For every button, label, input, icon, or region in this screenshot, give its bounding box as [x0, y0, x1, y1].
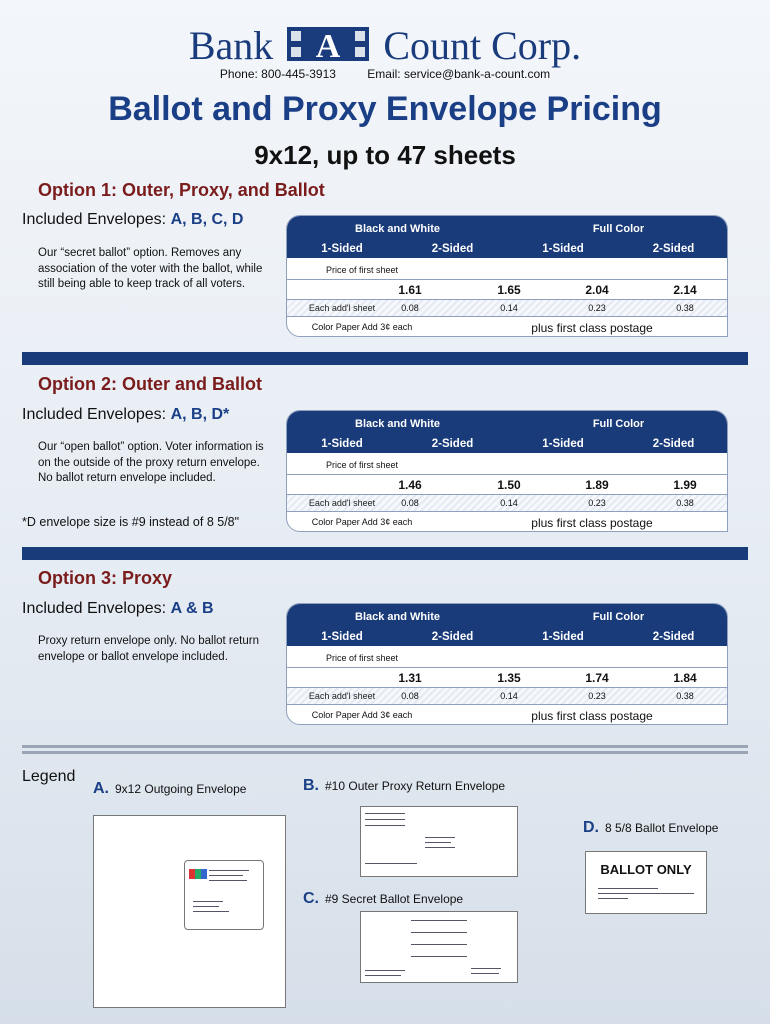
- phone-text: Phone: 800-445-3913: [219, 67, 336, 81]
- first-sheet-row: [287, 475, 727, 494]
- each-label: Each add'l sheet: [308, 691, 376, 701]
- logo-mark-icon: [287, 25, 369, 63]
- section-divider: [22, 547, 748, 560]
- color-paper-label: Color Paper Add 3¢ each: [311, 517, 413, 527]
- bw-one-sided: 1-Sided: [321, 438, 363, 450]
- first-color-1: 2.04: [585, 283, 609, 297]
- brand-left: Bank: [188, 23, 274, 68]
- each-color-1: 0.23: [588, 691, 606, 701]
- each-bw-2: 0.14: [500, 498, 518, 508]
- bw-header: Black and White: [355, 611, 440, 623]
- price-first-row-label: [287, 453, 727, 474]
- contact-line: [0, 67, 770, 81]
- color-paper-row: [287, 317, 727, 337]
- first-color-1: 1.74: [585, 671, 609, 685]
- color-two-sided: 2-Sided: [652, 243, 695, 255]
- price-first-label: Price of first sheet: [325, 460, 399, 470]
- each-label: Each add'l sheet: [308, 303, 376, 313]
- bw-two-sided: 2-Sided: [431, 438, 474, 450]
- logo-mark-text: A: [316, 28, 341, 63]
- price-first-row-label: [287, 258, 727, 279]
- included-list: A & B: [170, 600, 214, 617]
- price-first-row-label: [287, 646, 727, 667]
- each-color-1: 0.23: [588, 303, 606, 313]
- legend-d-label: 8 5/8 Ballot Envelope: [605, 821, 719, 835]
- legend-c: [303, 890, 463, 908]
- email-text: Email: service@bank-a-count.com: [367, 67, 551, 81]
- price-first-label: Price of first sheet: [325, 265, 399, 275]
- envelope-b-illustration: [360, 806, 518, 877]
- bw-one-sided: 1-Sided: [321, 243, 363, 255]
- legend-d-letter: D.: [583, 819, 599, 836]
- color-header: Full Color: [592, 611, 645, 623]
- color-two-sided: 2-Sided: [652, 631, 695, 643]
- legend-c-label: #9 Secret Ballot Envelope: [325, 892, 464, 906]
- color-one-sided: 1-Sided: [542, 243, 584, 255]
- legend-a-letter: A.: [93, 780, 109, 797]
- option-heading: Option 1: Outer, Proxy, and Ballot: [38, 180, 325, 200]
- price-table-header: [287, 411, 727, 453]
- section-divider: [22, 352, 748, 365]
- first-color-1: 1.89: [585, 478, 609, 492]
- color-header: Full Color: [592, 223, 645, 235]
- each-sheet-row: [287, 688, 727, 704]
- each-color-1: 0.23: [588, 498, 606, 508]
- included-list: A, B, D*: [170, 406, 230, 423]
- envelope-window: [184, 860, 264, 930]
- included-label: Included Envelopes:: [22, 406, 167, 423]
- legend-b-letter: B.: [303, 777, 319, 794]
- included-envelopes: [22, 211, 243, 229]
- option-description: Our “secret ballot” option. Removes any association of the voter with the ballot, while still being able to keep track of all voters.: [38, 247, 263, 290]
- color-two-sided: 2-Sided: [652, 438, 695, 450]
- legend-c-letter: C.: [303, 890, 319, 907]
- first-sheet-row: [287, 668, 727, 687]
- option-description: Proxy return envelope only. No ballot return envelope or ballot envelope included.: [38, 635, 259, 663]
- color-paper-row: [287, 512, 727, 532]
- option-note: *D envelope size is #9 instead of 8 5/8": [22, 515, 240, 529]
- color-one-sided: 1-Sided: [542, 631, 584, 643]
- option-heading: Option 3: Proxy: [38, 568, 173, 588]
- legend-a: [93, 780, 246, 798]
- option-heading: Option 2: Outer and Ballot: [38, 374, 262, 394]
- first-color-2: 1.84: [673, 671, 697, 685]
- first-bw-2: 1.65: [497, 283, 521, 297]
- first-bw-2: 1.35: [497, 671, 521, 685]
- included-label: Included Envelopes:: [22, 600, 167, 617]
- legend-b-label: #10 Outer Proxy Return Envelope: [325, 779, 506, 793]
- color-paper-label: Color Paper Add 3¢ each: [311, 710, 413, 720]
- first-bw-1: 1.61: [398, 283, 422, 297]
- first-sheet-row: [287, 280, 727, 299]
- included-envelopes: [22, 600, 214, 618]
- each-color-2: 0.38: [676, 691, 694, 701]
- each-bw-2: 0.14: [500, 691, 518, 701]
- company-logo: [0, 22, 770, 69]
- page-title: Ballot and Proxy Envelope Pricing: [108, 90, 662, 128]
- legend-b: [303, 777, 505, 795]
- postage-label: plus first class postage: [531, 321, 653, 335]
- legend-d: [583, 819, 718, 837]
- page-subtitle: 9x12, up to 47 sheets: [254, 140, 516, 170]
- included-label: Included Envelopes:: [22, 211, 167, 228]
- first-bw-1: 1.31: [398, 671, 422, 685]
- included-list: A, B, C, D: [170, 211, 244, 228]
- first-color-2: 1.99: [673, 478, 697, 492]
- first-bw-2: 1.50: [497, 478, 521, 492]
- each-color-2: 0.38: [676, 303, 694, 313]
- first-bw-1: 1.46: [398, 478, 422, 492]
- bw-one-sided: 1-Sided: [321, 631, 363, 643]
- legend-title: Legend: [22, 768, 76, 785]
- price-table-header: [287, 216, 727, 258]
- first-color-2: 2.14: [673, 283, 697, 297]
- legend-a-label: 9x12 Outgoing Envelope: [115, 782, 247, 796]
- envelope-c-illustration: [360, 911, 518, 983]
- option-description: Our “open ballot” option. Voter information is on the outside of the proxy return envelope. No ballot return envelope included.: [38, 441, 264, 484]
- bw-header: Black and White: [355, 418, 440, 430]
- postage-label: plus first class postage: [531, 709, 653, 723]
- price-table: [286, 603, 728, 725]
- color-paper-label: Color Paper Add 3¢ each: [311, 322, 413, 332]
- brand-right: Count Corp.: [383, 23, 582, 68]
- included-envelopes: [22, 406, 229, 424]
- each-sheet-row: [287, 495, 727, 511]
- price-table: [286, 410, 728, 532]
- abc-logo-icon: [189, 869, 207, 879]
- color-one-sided: 1-Sided: [542, 438, 584, 450]
- price-table: [286, 215, 728, 337]
- each-label: Each add'l sheet: [308, 498, 376, 508]
- color-paper-row: [287, 705, 727, 725]
- each-bw-1: 0.08: [401, 691, 419, 701]
- envelope-a-illustration: [93, 815, 286, 1008]
- bw-two-sided: 2-Sided: [431, 243, 474, 255]
- postage-label: plus first class postage: [531, 516, 653, 530]
- bw-two-sided: 2-Sided: [431, 631, 474, 643]
- color-header: Full Color: [592, 418, 645, 430]
- each-bw-1: 0.08: [401, 303, 419, 313]
- each-bw-1: 0.08: [401, 498, 419, 508]
- each-color-2: 0.38: [676, 498, 694, 508]
- ballot-only-text: BALLOT ONLY: [600, 862, 692, 877]
- each-sheet-row: [287, 300, 727, 316]
- price-first-label: Price of first sheet: [325, 653, 399, 663]
- envelope-d-illustration: [585, 851, 707, 914]
- each-bw-2: 0.14: [500, 303, 518, 313]
- bw-header: Black and White: [355, 223, 440, 235]
- legend-divider: [22, 745, 748, 754]
- price-table-header: [287, 604, 727, 646]
